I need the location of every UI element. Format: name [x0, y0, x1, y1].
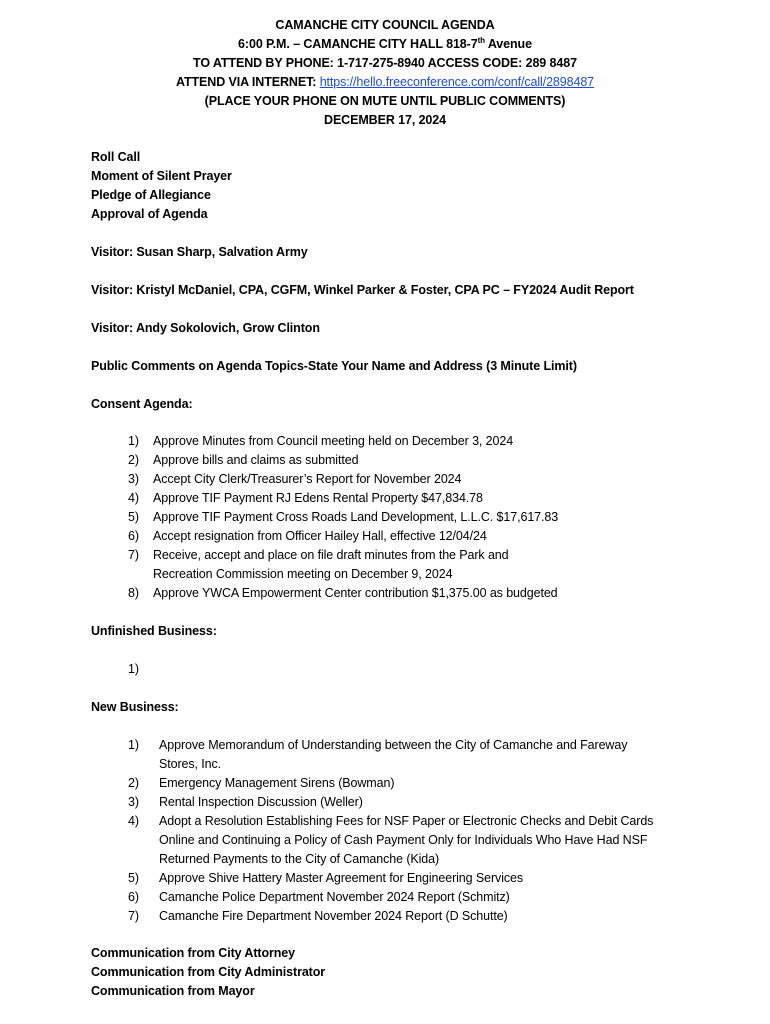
communications — [91, 944, 325, 1001]
item-number: 1) — [128, 662, 139, 676]
visitor-text: Visitor: Susan Sharp, Salvation Army — [91, 245, 308, 259]
ordinal-suffix: th — [477, 36, 485, 45]
meeting-time-location — [0, 35, 770, 54]
item-text: Adopt a Resolution Establishing Fees for NSF Paper or Electronic Checks and Debit Cards Online and Continuing a Policy of Cash Payment Only for Individuals Who Have Had NSF Returned Payments to the City of Camanche (Kida) — [159, 814, 654, 866]
item-number: 6) — [128, 529, 139, 543]
silent-prayer: Moment of Silent Prayer — [91, 169, 232, 183]
item-text: Accept resignation from Officer Hailey Hall, effective 12/04/24 — [153, 529, 487, 543]
item-number: 8) — [128, 586, 139, 600]
approval-of-agenda: Approval of Agenda — [91, 207, 208, 221]
list-item — [128, 527, 568, 546]
list-item — [128, 888, 688, 907]
list-item — [128, 793, 688, 812]
item-number: 4) — [128, 814, 139, 828]
list-item — [128, 774, 688, 793]
time-suffix: Avenue — [484, 37, 532, 51]
section-heading: Unfinished Business: — [91, 624, 217, 638]
pledge-of-allegiance: Pledge of Allegiance — [91, 188, 211, 202]
conference-link[interactable]: https://hello.freeconference.com/conf/call/2898487 — [319, 75, 595, 89]
communication-city-attorney: Communication from City Attorney — [91, 946, 295, 960]
item-number: 7) — [128, 548, 139, 562]
item-number: 2) — [128, 776, 139, 790]
unfinished-heading — [91, 622, 217, 641]
item-text: Emergency Management Sirens (Bowman) — [159, 776, 395, 790]
item-number: 4) — [128, 491, 139, 505]
item-number: 3) — [128, 795, 139, 809]
list-item — [128, 508, 568, 527]
list-item — [128, 489, 568, 508]
item-number: 7) — [128, 909, 139, 923]
visitor-3 — [91, 319, 320, 338]
item-text: Approve bills and claims as submitted — [153, 453, 359, 467]
list-item — [128, 736, 649, 774]
consent-heading — [91, 395, 193, 414]
time-prefix: 6:00 P.M. – CAMANCHE CITY HALL 818-7 — [238, 37, 478, 51]
roll-call: Roll Call — [91, 150, 141, 164]
visitor-2 — [91, 281, 634, 300]
item-number: 1) — [128, 738, 139, 752]
item-number: 5) — [128, 871, 139, 885]
meeting-date: DECEMBER 17, 2024 — [324, 113, 446, 127]
list-item — [128, 470, 568, 489]
item-text: Approve YWCA Empowerment Center contribution $1,375.00 as budgeted — [153, 586, 558, 600]
list-item — [128, 451, 568, 470]
item-number: 2) — [128, 453, 139, 467]
list-item — [128, 432, 568, 451]
public-comments-text: Public Comments on Agenda Topics-State Your Name and Address (3 Minute Limit) — [91, 359, 577, 373]
item-number: 6) — [128, 890, 139, 904]
item-text: Approve TIF Payment Cross Roads Land Development, L.L.C. $17,617.83 — [153, 510, 559, 524]
communication-city-administrator: Communication from City Administrator — [91, 965, 326, 979]
item-number: 1) — [128, 434, 139, 448]
public-comments — [91, 357, 577, 376]
item-text: Rental Inspection Discussion (Weller) — [159, 795, 363, 809]
agenda-header — [0, 16, 770, 130]
visitor-1 — [91, 243, 308, 262]
item-text: Camanche Fire Department November 2024 Report (D Schutte) — [159, 909, 508, 923]
new-business-list — [128, 736, 688, 926]
item-text: Approve TIF Payment RJ Edens Rental Property $47,834.78 — [153, 491, 483, 505]
list-item — [128, 546, 568, 584]
communication-mayor: Communication from Mayor — [91, 984, 255, 998]
section-heading: Consent Agenda: — [91, 397, 193, 411]
list-item — [128, 869, 688, 888]
visitor-text: Visitor: Kristyl McDaniel, CPA, CGFM, Winkel Parker & Foster, CPA PC – FY2024 Audit Report — [91, 283, 634, 297]
item-text: Receive, accept and place on file draft minutes from the Park and Recreation Commission meeting on December 9, 2024 — [153, 548, 509, 581]
agenda-title: CAMANCHE CITY COUNCIL AGENDA — [275, 18, 495, 32]
section-heading: New Business: — [91, 700, 179, 714]
phone-line: TO ATTEND BY PHONE: 1-717-275-8940 ACCESS CODE: 289 8487 — [193, 56, 577, 70]
opening-items — [91, 148, 232, 224]
item-text: Approve Minutes from Council meeting held on December 3, 2024 — [153, 434, 514, 448]
internet-label: ATTEND VIA INTERNET: — [175, 75, 320, 89]
item-number: 5) — [128, 510, 139, 524]
consent-list — [128, 432, 568, 603]
mute-note: (PLACE YOUR PHONE ON MUTE UNTIL PUBLIC COMMENTS) — [204, 94, 566, 108]
item-text: Camanche Police Department November 2024 Report (Schmitz) — [159, 890, 510, 904]
visitor-text: Visitor: Andy Sokolovich, Grow Clinton — [91, 321, 320, 335]
item-text: Accept City Clerk/Treasurer’s Report for November 2024 — [153, 472, 462, 486]
new-business-heading — [91, 698, 179, 717]
internet-line — [0, 73, 770, 92]
list-item — [128, 812, 688, 869]
item-number: 3) — [128, 472, 139, 486]
list-item — [128, 584, 568, 603]
list-item — [128, 907, 688, 926]
item-text: Approve Shive Hattery Master Agreement for Engineering Services — [159, 871, 524, 885]
item-text: Approve Memorandum of Understanding between the City of Camanche and Fareway Stores, Inc. — [159, 738, 628, 771]
